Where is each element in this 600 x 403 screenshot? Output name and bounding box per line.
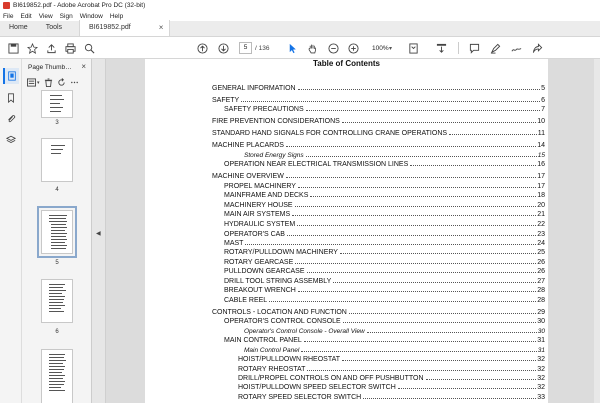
- toc-entry[interactable]: [224, 240, 545, 247]
- page-down-icon[interactable]: [215, 40, 231, 56]
- toolbar-divider: [458, 42, 459, 54]
- thumbnail-page-number: 3: [55, 120, 59, 126]
- menu-window[interactable]: Window: [79, 12, 103, 20]
- toc-entry-label: MACHINERY HOUSE: [224, 202, 293, 209]
- toc-entry-label: PULLDOWN GEARCASE: [224, 268, 305, 275]
- toc-entry-page: 32: [537, 375, 545, 382]
- toc-entry-label: MAINFRAME AND DECKS: [224, 192, 309, 199]
- toc-entry-label: FIRE PREVENTION CONSIDERATIONS: [212, 118, 340, 125]
- toc-dot-leader: [298, 291, 536, 292]
- page-thumbnails-panel: [22, 59, 92, 403]
- toc-entry-page: 33: [537, 394, 545, 401]
- toc-entry-label: HOIST/PULLDOWN SPEED SELECTOR SWITCH: [238, 384, 396, 391]
- more-options-icon[interactable]: [70, 78, 79, 87]
- search-icon[interactable]: [81, 40, 97, 56]
- toc-entry-page: 11: [537, 130, 545, 137]
- toc-entry-label: MAST: [224, 240, 244, 247]
- toc-entry[interactable]: [224, 183, 545, 190]
- toc-entry-page: 7: [541, 106, 545, 113]
- page-thumbnail[interactable]: [41, 90, 73, 118]
- toc-entry[interactable]: [244, 347, 545, 354]
- bookmarks-icon[interactable]: [3, 90, 19, 106]
- acrobat-logo-icon: [3, 2, 10, 9]
- toc-dot-leader: [241, 101, 540, 102]
- panel-toolbar: [22, 75, 91, 90]
- toc-entry-page: 21: [537, 211, 545, 218]
- thumbnail-page-number: 4: [55, 187, 59, 193]
- toc-entry[interactable]: [224, 337, 545, 344]
- toc-entry[interactable]: [238, 366, 545, 373]
- toc-entry-page: 17: [537, 173, 545, 180]
- page-thumbnail[interactable]: [41, 349, 73, 403]
- toc-entry-page: 16: [537, 161, 545, 168]
- toc-entry[interactable]: [238, 394, 545, 401]
- toc-dot-leader: [340, 253, 536, 254]
- toc-entry[interactable]: [224, 202, 545, 209]
- zoom-in-icon[interactable]: [345, 40, 361, 56]
- toc-entry-label: DRILL TOOL STRING ASSEMBLY: [224, 278, 332, 285]
- zoom-out-icon[interactable]: [325, 40, 341, 56]
- toc-entry-label: OPERATOR'S CONTROL CONSOLE: [224, 318, 341, 325]
- toc-entry[interactable]: [224, 231, 545, 238]
- print-icon[interactable]: [62, 40, 78, 56]
- toc-entry-label: MACHINE PLACARDS: [212, 142, 284, 149]
- page-thumbnail-selected[interactable]: [41, 210, 73, 254]
- pdf-page: [145, 59, 548, 403]
- toc-entry[interactable]: [224, 297, 545, 304]
- page-up-icon[interactable]: [194, 40, 210, 56]
- toc-entry-label: BREAKOUT WRENCH: [224, 287, 296, 294]
- toc-entry[interactable]: [224, 259, 545, 266]
- toc-entry-page: 32: [537, 356, 545, 363]
- toc-entry-label: STANDARD HAND SIGNALS FOR CONTROLLING CRANE OPERATIONS: [212, 130, 448, 137]
- toc-entry-page: 27: [537, 278, 545, 285]
- toc-dot-leader: [410, 165, 536, 166]
- toc-entry-page: 28: [537, 287, 545, 294]
- toc-entry-page: 18: [537, 192, 545, 199]
- toc-entry-page: 24: [537, 240, 545, 247]
- toc-entry[interactable]: [212, 309, 545, 316]
- toc-entry-page: 23: [537, 231, 545, 238]
- bookmark-star-icon[interactable]: [24, 40, 40, 56]
- toc-entry-page: 5: [541, 85, 545, 92]
- toc-entry-page: 32: [537, 384, 545, 391]
- toc-dot-leader: [301, 351, 536, 352]
- toc-entry-page: 30: [537, 318, 545, 325]
- toc-entry-page: 15: [537, 152, 545, 159]
- tab-tools[interactable]: Tools: [45, 24, 63, 31]
- toc-dot-leader: [349, 313, 536, 314]
- options-caret-icon[interactable]: ▾: [37, 79, 40, 86]
- toc-dot-leader: [304, 341, 536, 342]
- highlight-icon[interactable]: [487, 40, 503, 56]
- toc-entry[interactable]: [224, 221, 545, 228]
- toc-entry-label: SAFETY PRECAUTIONS: [224, 106, 304, 113]
- attachments-icon[interactable]: [3, 111, 19, 127]
- toc-entry[interactable]: [238, 384, 545, 391]
- toc-dot-leader: [298, 187, 536, 188]
- document-title: Table of Contents: [313, 59, 380, 68]
- toc-entry-label: ROTARY RHEOSTAT: [238, 366, 306, 373]
- toc-dot-leader: [298, 89, 540, 90]
- window-title: BI619852.pdf - Adobe Acrobat Pro DC (32-bit): [13, 2, 146, 9]
- toc-entry-label: CONTROLS - LOCATION AND FUNCTION: [212, 309, 347, 316]
- toc-dot-leader: [287, 235, 536, 236]
- sign-icon[interactable]: [508, 40, 524, 56]
- toc-dot-leader: [295, 206, 537, 207]
- toc-dot-leader: [286, 146, 536, 147]
- toc-entry-label: PROPEL MACHINERY: [224, 183, 296, 190]
- fit-page-icon[interactable]: [405, 40, 421, 56]
- toc-entry[interactable]: [224, 318, 545, 325]
- toc-entry[interactable]: [224, 161, 545, 168]
- thumbnail-page-number: 6: [55, 329, 59, 335]
- toc-dot-leader: [333, 282, 536, 283]
- toc-dot-leader: [286, 177, 536, 178]
- menu-sign[interactable]: Sign: [59, 12, 73, 20]
- toc-entry[interactable]: [224, 249, 545, 256]
- toc-dot-leader: [363, 398, 536, 399]
- toc-entry[interactable]: [238, 356, 545, 363]
- toc-entry[interactable]: [238, 375, 545, 382]
- toc-dot-leader: [342, 122, 536, 123]
- toc-dot-leader: [342, 360, 536, 361]
- hand-icon[interactable]: [304, 40, 320, 56]
- toc-dot-leader: [306, 110, 540, 111]
- toc-entry-label: OPERATOR'S CAB: [224, 231, 285, 238]
- toc-dot-leader: [292, 215, 536, 216]
- tab-document-label: BI619852.pdf: [89, 24, 131, 31]
- toc-entry[interactable]: [212, 118, 545, 125]
- rotate-page-icon[interactable]: [57, 78, 66, 87]
- toc-entry-page: 32: [537, 366, 545, 373]
- toc-dot-leader: [343, 322, 536, 323]
- toc-dot-leader: [307, 370, 536, 371]
- tab-bar: [0, 21, 600, 37]
- toc-dot-leader: [269, 301, 536, 302]
- panel-collapse-strip[interactable]: [92, 59, 106, 403]
- zoom-dropdown-icon[interactable]: ▾: [389, 46, 393, 52]
- comment-icon[interactable]: [466, 40, 482, 56]
- tab-close-icon[interactable]: ×: [158, 23, 164, 32]
- toc-entry[interactable]: [212, 85, 545, 92]
- toc-entry-page: 10: [537, 118, 545, 125]
- toc-entry-label: MAIN CONTROL PANEL: [224, 337, 302, 344]
- toc-entry-label: HYDRAULIC SYSTEM: [224, 221, 296, 228]
- toc-entry-label: CABLE REEL: [224, 297, 268, 304]
- toc-entry-page: 30: [537, 328, 545, 335]
- toc-entry[interactable]: [224, 278, 545, 285]
- thumbnail-page-number: 5: [55, 260, 59, 266]
- toc-entry-label: SAFETY: [212, 97, 240, 104]
- panel-close-icon[interactable]: ×: [81, 62, 86, 71]
- tab-home[interactable]: Home: [9, 24, 28, 31]
- toc-entry-page: 31: [537, 347, 545, 354]
- upload-icon[interactable]: [43, 40, 59, 56]
- menu-view[interactable]: View: [38, 12, 53, 20]
- panel-title: Page Thumb…: [28, 63, 72, 71]
- page-thumbnails-icon[interactable]: [3, 68, 19, 84]
- toc-entry[interactable]: [212, 97, 545, 104]
- toc-entry[interactable]: [224, 106, 545, 113]
- thumbnail-options-icon[interactable]: [27, 78, 36, 87]
- toc-entry-label: MAIN AIR SYSTEMS: [224, 211, 291, 218]
- toc-entry[interactable]: [212, 130, 545, 137]
- share-icon[interactable]: [529, 40, 545, 56]
- tab-document[interactable]: [79, 20, 170, 36]
- toc-dot-leader: [310, 196, 536, 197]
- toc-entry-page: 6: [541, 97, 545, 104]
- title-bar: [0, 0, 600, 11]
- toc-entry[interactable]: [244, 152, 545, 159]
- menu-file[interactable]: File: [3, 12, 14, 20]
- select-arrow-icon[interactable]: [284, 40, 300, 56]
- toc-entry[interactable]: [212, 142, 545, 149]
- toc-entry[interactable]: [244, 328, 545, 335]
- toc-entry-page: 22: [537, 221, 545, 228]
- toc-entry-label: DRILL/PROPEL CONTROLS ON AND OFF PUSHBUTTON: [238, 375, 424, 382]
- toc-entry-page: 14: [537, 142, 545, 149]
- toc-entry-page: 20: [537, 202, 545, 209]
- menu-help[interactable]: Help: [109, 12, 124, 20]
- toc-entry[interactable]: [224, 268, 545, 275]
- toc-dot-leader: [367, 332, 537, 333]
- toc-entry[interactable]: [224, 211, 545, 218]
- toc-entry-label: Main Control Panel: [244, 347, 300, 354]
- toc-entry-page: 26: [537, 268, 545, 275]
- toc-dot-leader: [307, 272, 537, 273]
- toc-entry-page: 28: [537, 297, 545, 304]
- delete-page-icon[interactable]: [44, 78, 53, 87]
- save-icon[interactable]: [5, 40, 21, 56]
- toc-entry-label: GENERAL INFORMATION: [212, 85, 296, 92]
- page-thumbnail[interactable]: [41, 138, 73, 182]
- toc-entry-page: 25: [537, 249, 545, 256]
- toc-entry-label: ROTARY SPEED SELECTOR SWITCH: [238, 394, 362, 401]
- toc-dot-leader: [297, 225, 536, 226]
- vertical-scrollbar[interactable]: [594, 59, 600, 403]
- left-navigation-rail: [0, 59, 22, 403]
- toc-dot-leader: [306, 156, 537, 157]
- toc-dot-leader: [245, 244, 536, 245]
- toc-entry-page: 26: [537, 259, 545, 266]
- page-thumbnail[interactable]: [41, 279, 73, 323]
- panel-header: [22, 59, 91, 75]
- toc-dot-leader: [398, 388, 536, 389]
- page-number-input[interactable]: 5: [239, 42, 252, 54]
- toc-entry[interactable]: [212, 173, 545, 180]
- toc-dot-leader: [295, 263, 536, 264]
- toc-entry[interactable]: [224, 287, 545, 294]
- toc-entry-label: MACHINE OVERVIEW: [212, 173, 284, 180]
- toc-entry-label: OPERATION NEAR ELECTRICAL TRANSMISSION LINES: [224, 161, 409, 168]
- page-total: / 136: [255, 45, 270, 52]
- toc-entry[interactable]: [224, 192, 545, 199]
- toc-entry-label: ROTARY GEARCASE: [224, 259, 294, 266]
- toc-entry-label: ROTARY/PULLDOWN MACHINERY: [224, 249, 338, 256]
- toc-entry-label: Operator's Control Console - Overall View: [244, 328, 365, 335]
- toc-entry-page: 17: [537, 183, 545, 190]
- toc-dot-leader: [449, 134, 537, 135]
- toolbar: [0, 37, 600, 59]
- toc-entry-page: 31: [537, 337, 545, 344]
- layers-icon[interactable]: [3, 132, 19, 148]
- collapse-panel-icon[interactable]: ◀: [96, 231, 101, 237]
- document-viewer[interactable]: [106, 59, 600, 403]
- menu-edit[interactable]: Edit: [20, 12, 32, 20]
- scroll-mode-icon[interactable]: [433, 40, 449, 56]
- toc-entry-page: 29: [537, 309, 545, 316]
- toc-dot-leader: [426, 379, 537, 380]
- toc-entry-label: HOIST/PULLDOWN RHEOSTAT: [238, 356, 341, 363]
- zoom-level-input[interactable]: 100%: [372, 45, 389, 52]
- toc-entry-label: Stored Energy Signs: [244, 152, 304, 159]
